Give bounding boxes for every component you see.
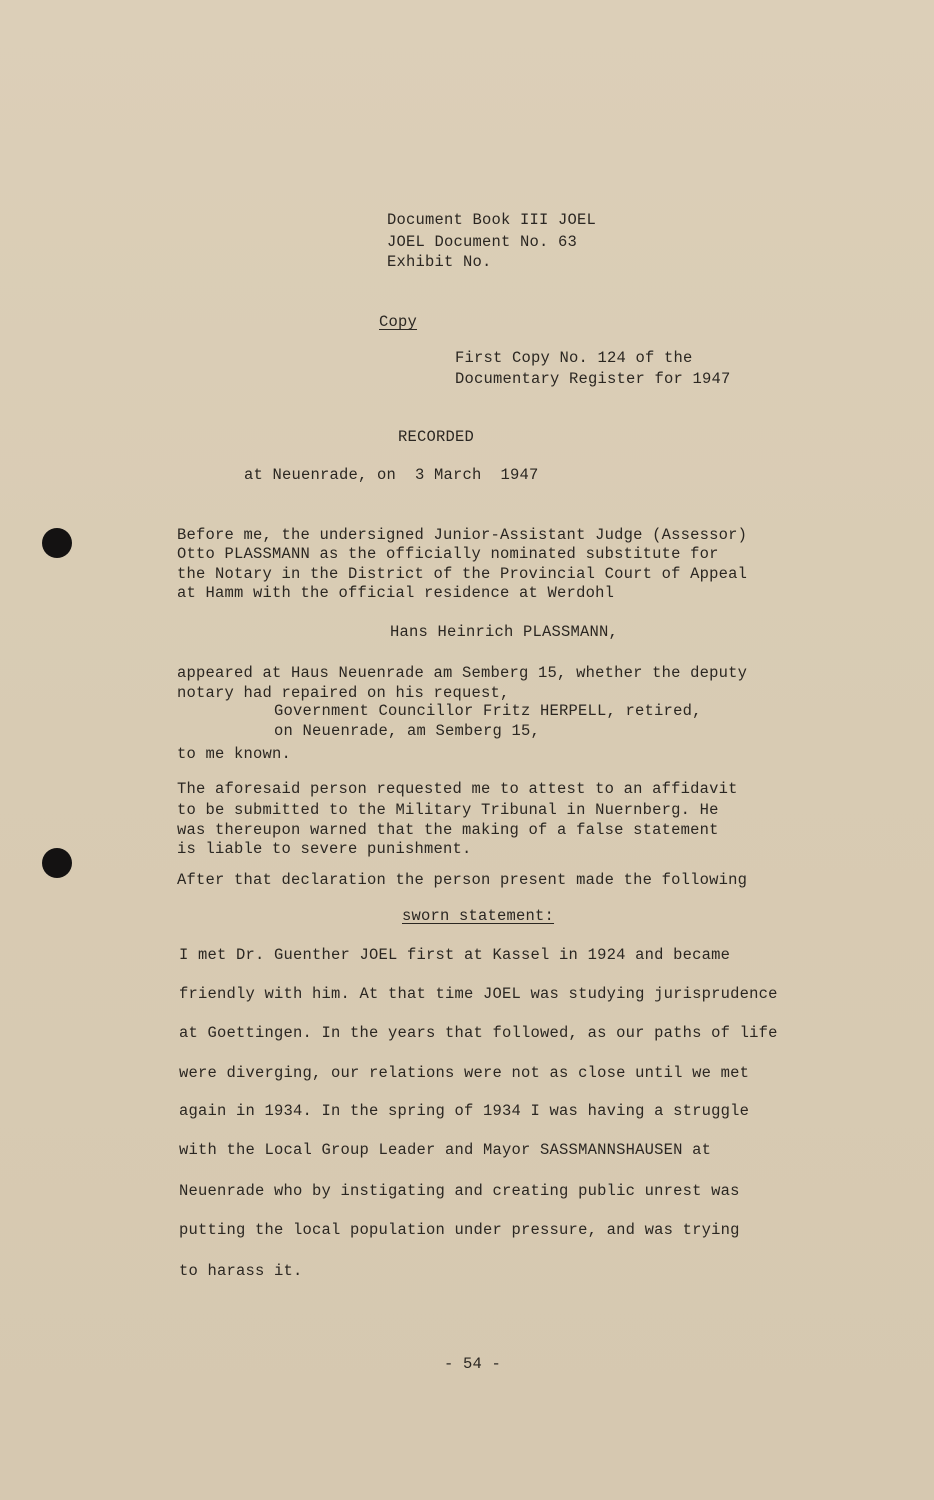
statement-line-4: were diverging, our relations were not as close until we met — [179, 1064, 750, 1082]
header-line-3: Exhibit No. — [387, 253, 492, 271]
sworn-statement-heading: sworn statement: — [402, 907, 555, 925]
statement-line-6: with the Local Group Leader and Mayor SASSMANNSHAUSEN at — [179, 1141, 712, 1159]
intro-line-2: Otto PLASSMANN as the officially nominated substitute for — [177, 545, 719, 563]
statement-line-1: I met Dr. Guenther JOEL first at Kassel in 1924 and became — [179, 946, 731, 964]
register-line-1: First Copy No. 124 of the — [455, 349, 693, 367]
name-line: Hans Heinrich PLASSMANN, — [390, 623, 619, 641]
statement-line-9: to harass it. — [179, 1262, 303, 1280]
appeared-line-4: on Neuenrade, am Semberg 15, — [274, 722, 541, 740]
statement-line-2: friendly with him. At that time JOEL was studying jurisprudence — [179, 985, 778, 1003]
statement-line-5: again in 1934. In the spring of 1934 I was having a struggle — [179, 1102, 750, 1120]
header-line-1: Document Book III JOEL — [387, 211, 597, 229]
intro-line-4: at Hamm with the official residence at Werdohl — [177, 584, 615, 602]
appeared-line-5: to me known. — [177, 745, 292, 763]
punch-hole-bottom — [42, 848, 72, 878]
warning-line-1: The aforesaid person requested me to attest to an affidavit — [177, 780, 738, 798]
statement-line-8: putting the local population under pressure, and was trying — [179, 1221, 740, 1239]
appeared-line-1: appeared at Haus Neuenrade am Semberg 15, whether the deputy — [177, 664, 748, 682]
recorded-heading: RECORDED — [398, 428, 475, 446]
statement-line-3: at Goettingen. In the years that followed, as our paths of life — [179, 1024, 778, 1042]
page-number: - 54 - — [444, 1355, 502, 1373]
copy-label: Copy — [379, 313, 418, 331]
intro-line-1: Before me, the undersigned Junior-Assistant Judge (Assessor) — [177, 526, 748, 544]
statement-line-7: Neuenrade who by instigating and creating public unrest was — [179, 1182, 740, 1200]
appeared-line-3: Government Councillor Fritz HERPELL, retired, — [274, 702, 702, 720]
punch-hole-top — [42, 528, 72, 558]
header-line-2: JOEL Document No. 63 — [387, 233, 578, 251]
appeared-line-2: notary had repaired on his request, — [177, 684, 510, 702]
place-date: at Neuenrade, on 3 March 1947 — [244, 466, 539, 484]
warning-line-4: is liable to severe punishment. — [177, 840, 472, 858]
declaration-line: After that declaration the person present made the following — [177, 871, 748, 889]
warning-line-3: was thereupon warned that the making of a false statement — [177, 821, 719, 839]
intro-line-3: the Notary in the District of the Provincial Court of Appeal — [177, 565, 748, 583]
warning-line-2: to be submitted to the Military Tribunal in Nuernberg. He — [177, 801, 719, 819]
register-line-2: Documentary Register for 1947 — [455, 370, 731, 388]
